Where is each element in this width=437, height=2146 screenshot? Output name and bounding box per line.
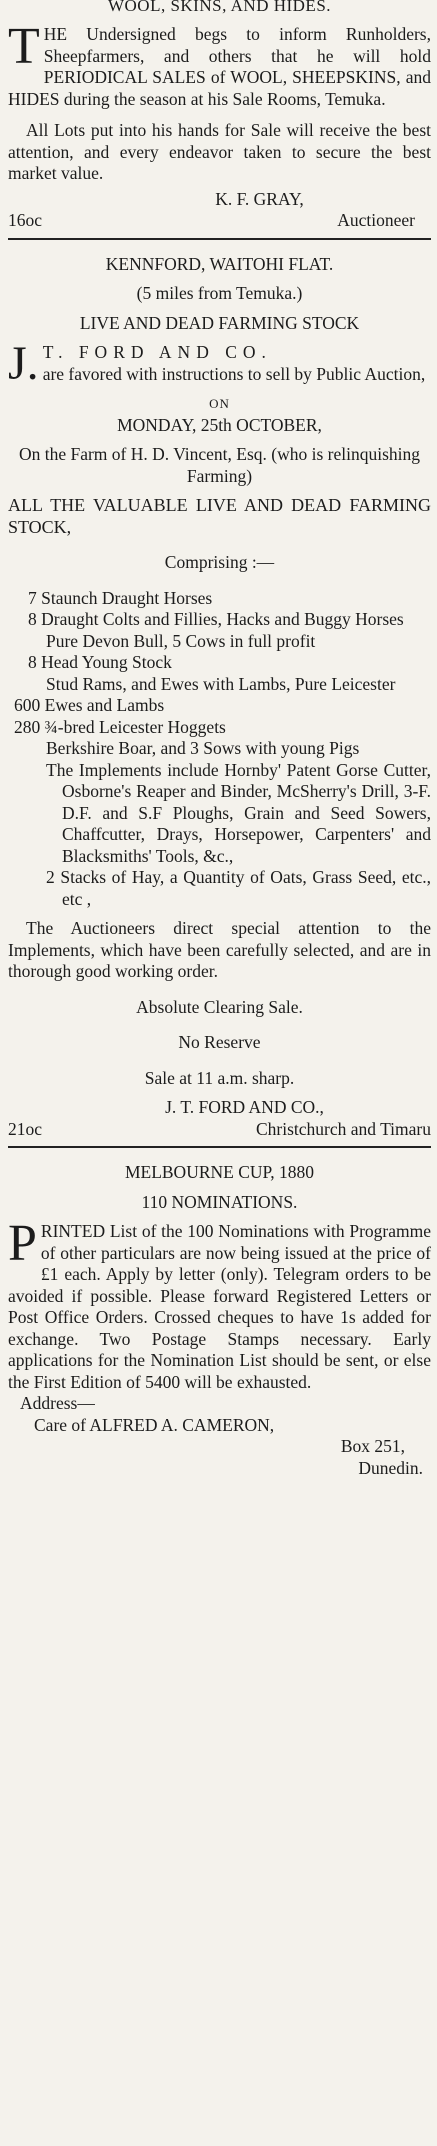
stock-item: Pure Devon Bull, 5 Cows in full profit <box>46 630 316 651</box>
stock-item: 8 Draught Colts and Fillies, Hacks and Buggy Horses <box>28 609 404 629</box>
wool-signature-row <box>8 210 431 232</box>
kennford-firm-name: T. FORD AND CO. <box>42 342 272 362</box>
kennford-dropcap: J. <box>8 337 39 390</box>
divider-rule <box>8 238 431 240</box>
kennford-attention: The Auctioneers direct special attention to the Implements, which have been carefully selected, and are in thorough good working order. <box>8 918 431 981</box>
kennford-signature-name: J. T. FORD AND CO., <box>165 1097 324 1117</box>
kennford-signature-place: Christchurch and Timaru <box>256 1118 431 1139</box>
kennford-signature-row <box>8 1119 431 1141</box>
stock-item: 8 Head Young Stock <box>28 652 172 672</box>
kennford-all-stock: ALL THE VALUABLE LIVE AND DEAD FARMING STOCK, <box>8 495 431 537</box>
kennford-on: ON <box>209 396 230 411</box>
melbourne-advertisement <box>8 1154 431 1479</box>
stock-item: 600 Ewes and Lambs <box>14 695 165 715</box>
kennford-ref-code: 21oc <box>8 1118 43 1139</box>
kennford-farm: On the Farm of H. D. Vincent, Esq. (who is relinquishing Farming) <box>18 444 421 486</box>
kennford-advertisement <box>8 246 431 1141</box>
melbourne-city: Dunedin. <box>358 1457 423 1478</box>
melbourne-address-label: Address— <box>20 1393 95 1413</box>
melbourne-body-text: RINTED List of the 100 Nominations with Programme of other particulars are now being issued at the price of £1 each. Apply by letter (only). Telegram orders to be avoided if possible. Please forward Registered Letters or Post Office Orders. Crossed cheques to have 1s added for exchange. Two Postage Stamps necessary. Early applications for the Nomination List should be sent, or else the First Edition of 5400 will be exhausted. <box>8 1221 431 1392</box>
kennford-heading: LIVE AND DEAD FARMING STOCK <box>79 312 360 333</box>
melbourne-nominations: 110 NOMINATIONS. <box>141 1191 298 1212</box>
stock-item: Berkshire Boar, and 3 Sows with young Pigs <box>46 738 360 758</box>
melbourne-dropcap: P <box>8 1215 37 1272</box>
melbourne-care-of: Care of ALFRED A. CAMERON, <box>34 1414 275 1435</box>
kennford-subtitle: (5 miles from Temuka.) <box>136 283 303 303</box>
wool-signature-title: Auctioneer <box>337 210 415 230</box>
kennford-date: MONDAY, 25th OCTOBER, <box>117 414 322 435</box>
melbourne-box: Box 251, <box>340 1436 405 1456</box>
wool-ref-code: 16oc <box>8 210 43 230</box>
kennford-reserve: No Reserve <box>178 1032 261 1052</box>
stock-item: 2 Stacks of Hay, a Quantity of Oats, Grass Seed, etc., etc , <box>46 867 431 909</box>
stock-item: 7 Staunch Draught Horses <box>28 587 213 608</box>
wool-body-paragraph <box>8 18 431 110</box>
kennford-stock-list <box>14 587 431 911</box>
kennford-time: Sale at 11 a.m. sharp. <box>144 1067 295 1088</box>
stock-item: The Implements include Hornby' Patent Gorse Cutter, Osborne's Reaper and Binder, McSherry's Drill, 3-F. D.F. and S.F Ploughs, Grain and Seed Sowers, Chaffcutter, Drays, Horsepower, Carpenters' and Blacksmiths' Tools, &c., <box>46 759 431 866</box>
wool-body-text: HE Undersigned begs to inform Runholders, Sheepfarmers, and others that he will hold PERIODICAL SALES of WOOL, SHEEPSKINS, and HIDES during the season at his Sale Rooms, Temuka. <box>8 24 431 109</box>
wool-body-second: All Lots put into his hands for Sale will receive the best attention, and every endeavor taken to secure the best market value. <box>8 120 431 183</box>
melbourne-title: MELBOURNE CUP, 1880 <box>124 1162 315 1182</box>
wool-dropcap: T <box>8 18 40 75</box>
kennford-clearing: Absolute Clearing Sale. <box>136 996 303 1017</box>
kennford-title: KENNFORD, WAITOHI FLAT. <box>105 253 334 274</box>
kennford-intro-text: are favored with instructions to sell by Public Auction, <box>42 363 426 384</box>
wool-signature-name: K. F. GRAY, <box>215 188 304 209</box>
wool-title: WOOL, SKINS, AND HIDES. <box>107 0 332 15</box>
kennford-intro-paragraph <box>8 337 431 390</box>
stock-item: Stud Rams, and Ewes with Lambs, Pure Leicester <box>46 673 396 694</box>
wool-advertisement <box>8 0 431 232</box>
stock-item: 280 ¾-bred Leicester Hoggets <box>14 716 226 737</box>
divider-rule <box>8 1146 431 1148</box>
melbourne-body-paragraph <box>8 1215 431 1393</box>
kennford-comprising: Comprising :— <box>164 552 275 572</box>
